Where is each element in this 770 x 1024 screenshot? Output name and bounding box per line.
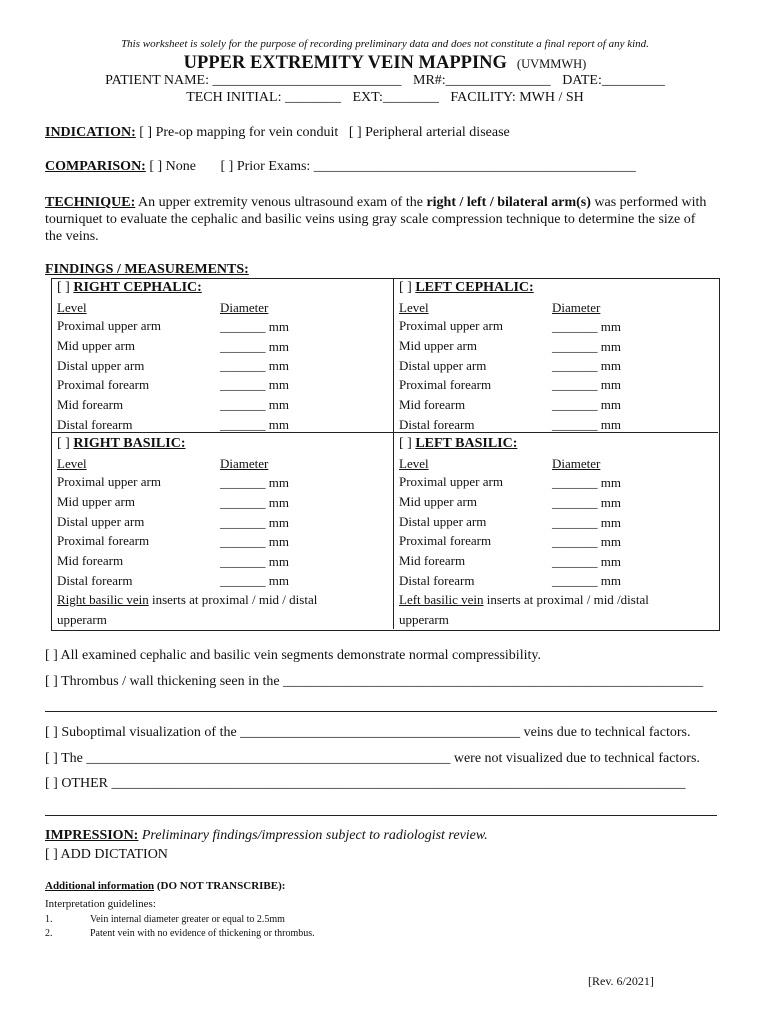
date-field[interactable]: DATE:_________ [562, 73, 665, 88]
header-line-1 [0, 73, 770, 89]
disclaimer: This worksheet is solely for the purpose of recording preliminary data and does not constitute a final report of any kind. [121, 38, 649, 50]
technique-side-options[interactable]: right / left / bilateral arm(s) [426, 195, 591, 210]
diameter-field[interactable]: _______ mm [552, 573, 621, 588]
diameter-field[interactable]: _______ mm [220, 319, 289, 334]
diameter-field[interactable]: _______ mm [220, 417, 289, 432]
diameter-field[interactable]: _______ mm [220, 534, 289, 549]
comparison-options[interactable]: [ ] None [ ] Prior Exams: ______________________________________________ [145, 159, 636, 174]
right-cephalic-title[interactable] [57, 280, 202, 296]
indication-line [45, 125, 510, 141]
diameter-field[interactable]: _______ mm [220, 515, 289, 530]
diameter-field[interactable]: _______ mm [552, 358, 621, 373]
level-label: Distal forearm [57, 573, 133, 588]
level-header: Level [57, 300, 87, 315]
right-basilic-checkbox[interactable]: [ ] [57, 436, 70, 451]
level-label: Mid forearm [57, 397, 124, 412]
mr-field[interactable]: MR#:_______________ [413, 73, 551, 88]
ext-field[interactable]: EXT:________ [352, 90, 439, 105]
add-dictation-option[interactable]: [ ] ADD DICTATION [45, 847, 168, 862]
guideline-text: Patent vein with no evidence of thickening or thrombus. [90, 928, 315, 939]
diameter-header: Diameter [552, 456, 601, 471]
thrombus-continuation-line[interactable] [45, 711, 717, 712]
findings-label-text: FINDINGS / MEASUREMENTS: [45, 262, 249, 277]
level-label: Distal upper arm [399, 358, 487, 373]
tech-initial-field[interactable]: TECH INITIAL: ________ [186, 90, 341, 105]
diameter-field[interactable]: _______ mm [552, 495, 621, 510]
facility-field[interactable]: FACILITY: MWH / SH [450, 90, 584, 105]
diameter-field[interactable]: _______ mm [552, 339, 621, 354]
right-basilic-title[interactable] [57, 436, 186, 452]
suboptimal-statement[interactable]: [ ] Suboptimal visualization of the ________________________________________ veins due to technical factors. [45, 725, 691, 740]
thrombus-statement[interactable]: [ ] Thrombus / wall thickening seen in the ____________________________________________________________ [45, 674, 704, 689]
revision-label: [Rev. 6/2021] [588, 974, 654, 988]
left-basilic-title[interactable] [399, 436, 517, 452]
diameter-header: Diameter [552, 300, 601, 315]
diameter-field[interactable]: _______ mm [552, 417, 621, 432]
level-label: Distal upper arm [57, 514, 145, 529]
indication-label: INDICATION: [45, 125, 136, 140]
indication-options[interactable]: [ ] Pre-op mapping for vein conduit [ ] Peripheral arterial disease [135, 125, 510, 140]
left-cephalic-title[interactable] [399, 280, 534, 296]
comparison-label: COMPARISON: [45, 159, 146, 174]
level-label: Mid upper arm [57, 338, 135, 353]
findings-label [45, 262, 249, 278]
guideline-text: Vein internal diameter greater or equal to 2.5mm [90, 914, 285, 925]
diameter-field[interactable]: _______ mm [220, 397, 289, 412]
patient-name-field[interactable]: PATIENT NAME: ___________________________ [105, 73, 402, 88]
level-label: Mid forearm [399, 397, 466, 412]
additional-info-note: (DO NOT TRANSCRIBE): [154, 880, 286, 892]
level-label: Proximal forearm [399, 533, 492, 548]
level-label: Distal forearm [57, 417, 133, 432]
comparison-line [45, 159, 636, 175]
level-label: Mid upper arm [57, 494, 135, 509]
level-label: Distal upper arm [399, 514, 487, 529]
header-line-2 [0, 90, 770, 106]
diameter-header: Diameter [220, 456, 269, 471]
level-label: Proximal upper arm [57, 318, 161, 333]
left-basilic-insert-line-2: upperarm [399, 612, 449, 627]
level-label: Proximal upper arm [399, 318, 503, 333]
title-text: UPPER EXTREMITY VEIN MAPPING [183, 53, 507, 73]
impression-text: Preliminary findings/impression subject to radiologist review. [138, 828, 488, 843]
additional-info-label: Additional information [45, 880, 155, 892]
table-vertical-divider [393, 278, 394, 629]
diameter-field[interactable]: _______ mm [552, 475, 621, 490]
left-basilic-checkbox[interactable]: [ ] [399, 436, 412, 451]
impression-line [45, 828, 488, 844]
level-label: Proximal forearm [399, 377, 492, 392]
right-cephalic-title-text: RIGHT CEPHALIC: [73, 280, 202, 295]
level-header: Level [57, 456, 87, 471]
level-header: Level [399, 456, 429, 471]
level-label: Distal forearm [399, 573, 475, 588]
left-basilic-title-text: LEFT BASILIC: [415, 436, 518, 451]
level-header: Level [399, 300, 429, 315]
level-label: Distal forearm [399, 417, 475, 432]
other-statement[interactable]: [ ] OTHER __________________________________________________________________________________ [45, 776, 686, 791]
diameter-field[interactable]: _______ mm [552, 534, 621, 549]
right-cephalic-checkbox[interactable]: [ ] [57, 280, 70, 295]
diameter-field[interactable]: _______ mm [552, 319, 621, 334]
level-label: Mid forearm [399, 553, 466, 568]
left-basilic-insert-options[interactable]: inserts at proximal / mid /distal [483, 592, 649, 607]
diameter-field[interactable]: _______ mm [220, 475, 289, 490]
guideline-number: 2. [45, 928, 53, 939]
diameter-field[interactable]: _______ mm [220, 554, 289, 569]
guideline-number: 1. [45, 914, 53, 925]
level-label: Proximal forearm [57, 377, 150, 392]
guidelines-label: Interpretation guidelines: [45, 898, 156, 910]
additional-info-heading [45, 880, 285, 892]
left-basilic-insert-label: Left basilic vein [399, 592, 484, 607]
diameter-field[interactable]: _______ mm [552, 554, 621, 569]
level-label: Proximal upper arm [399, 474, 503, 489]
right-basilic-insert-options[interactable]: inserts at proximal / mid / distal [148, 592, 318, 607]
form-code: (UVMMWH) [516, 57, 587, 71]
level-label: Proximal upper arm [57, 474, 161, 489]
impression-label: IMPRESSION: [45, 828, 139, 843]
diameter-field[interactable]: _______ mm [552, 377, 621, 392]
diameter-field[interactable]: _______ mm [220, 339, 289, 354]
diameter-header: Diameter [220, 300, 269, 315]
technique-label: TECHNIQUE: [45, 195, 136, 210]
left-cephalic-title-text: LEFT CEPHALIC: [415, 280, 534, 295]
diameter-field[interactable]: _______ mm [220, 573, 289, 588]
other-continuation-line[interactable] [45, 815, 717, 816]
diameter-field[interactable]: _______ mm [552, 397, 621, 412]
page-title [0, 53, 770, 74]
technique-paragraph [45, 194, 715, 245]
diameter-field[interactable]: _______ mm [220, 495, 289, 510]
diameter-field[interactable]: _______ mm [220, 377, 289, 392]
left-basilic-insert-line [399, 592, 649, 608]
level-label: Distal upper arm [57, 358, 145, 373]
right-basilic-insert-line-2: upperarm [57, 612, 107, 627]
diameter-field[interactable]: _______ mm [552, 515, 621, 530]
level-label: Mid forearm [57, 553, 124, 568]
right-basilic-insert-line [57, 592, 317, 608]
right-basilic-insert-label: Right basilic vein [57, 592, 149, 607]
compressibility-statement[interactable]: [ ] All examined cephalic and basilic vein segments demonstrate normal compressibility. [45, 648, 541, 663]
not-visualized-statement[interactable]: [ ] The ____________________________________________________ were not visualized due to technical factors. [45, 751, 700, 766]
level-label: Proximal forearm [57, 533, 150, 548]
technique-text-pre: An upper extremity venous ultrasound exam of the [135, 195, 427, 210]
level-label: Mid upper arm [399, 338, 477, 353]
right-basilic-title-text: RIGHT BASILIC: [73, 436, 186, 451]
level-label: Mid upper arm [399, 494, 477, 509]
technique-text-post: was performed with tourniquet to evaluate the cephalic and basilic veins using gray scale compression technique to determine the size of the veins. [45, 195, 707, 244]
diameter-field[interactable]: _______ mm [220, 358, 289, 373]
left-cephalic-checkbox[interactable]: [ ] [399, 280, 412, 295]
